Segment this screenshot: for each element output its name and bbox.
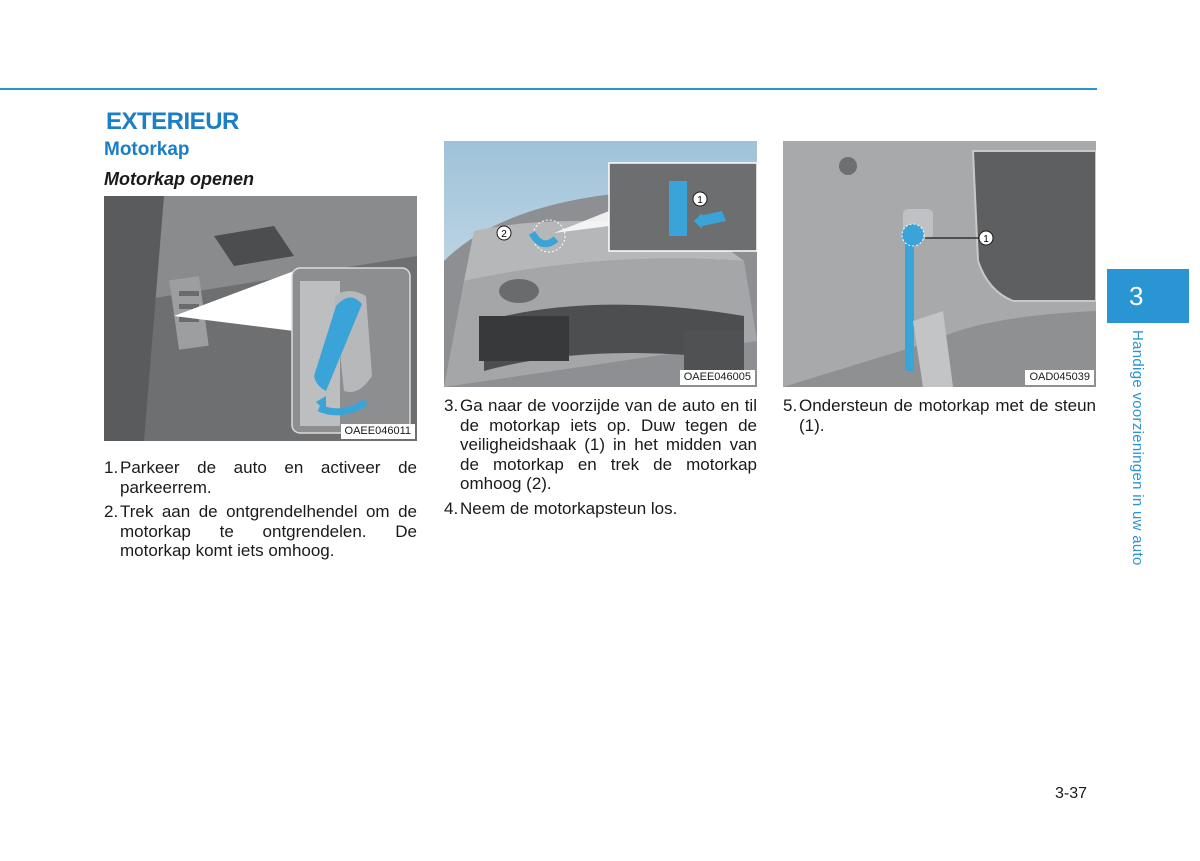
step-item	[444, 396, 757, 494]
step-text: Trek aan de ontgrendelhendel om de motorkap te ontgrendelen. De motorkap komt iets omhoog.	[120, 502, 417, 561]
step-text: Parkeer de auto en activeer de parkeerrem.	[120, 458, 417, 497]
figure-release-lever	[104, 196, 417, 441]
callout-2: 2	[501, 229, 507, 240]
hood-support-illustration	[783, 141, 1096, 387]
chapter-title: Handige voorzieningen in uw auto	[1129, 330, 1146, 566]
hood-hook-illustration	[444, 141, 757, 387]
step-item	[104, 502, 417, 561]
steps-column-1	[104, 458, 417, 566]
chapter-tab: 3	[1107, 269, 1189, 323]
callout-1: 1	[697, 195, 703, 206]
sub-heading: Motorkap	[104, 139, 190, 160]
figure-hood-hook	[444, 141, 757, 387]
step-text: Ga naar de voorzijde van de auto en til de motorkap iets op. Duw tegen de veiligheidshaak (1) in het midden van de motorkap en trek de motorkap omhoog (2).	[460, 396, 757, 494]
step-number: 4.	[444, 498, 459, 518]
steps-column-3	[783, 396, 1096, 440]
figure-code: OAEE046005	[680, 370, 755, 385]
step-number: 2.	[104, 502, 119, 522]
sub-sub-heading: Motorkap openen	[104, 169, 255, 189]
section-title: EXTERIEUR	[106, 108, 239, 135]
step-item	[104, 458, 417, 497]
step-number: 1.	[104, 458, 119, 477]
step-text: Neem de motorkapsteun los.	[460, 498, 678, 518]
steps-column-2	[444, 396, 757, 524]
step-text: Ondersteun de motorkap met de steun (1).	[799, 396, 1096, 435]
figure-code: OAEE046011	[341, 424, 415, 439]
callout-1: 1	[983, 234, 989, 245]
step-number: 3.	[444, 396, 459, 415]
step-number: 5.	[783, 396, 798, 415]
figure-code: OAD045039	[1025, 370, 1094, 385]
page-number: 3-37	[1055, 785, 1088, 802]
step-item	[783, 396, 1096, 435]
release-lever-illustration	[104, 196, 417, 441]
header-rule	[0, 88, 1097, 90]
step-item	[444, 499, 757, 519]
figure-hood-support	[783, 141, 1096, 387]
